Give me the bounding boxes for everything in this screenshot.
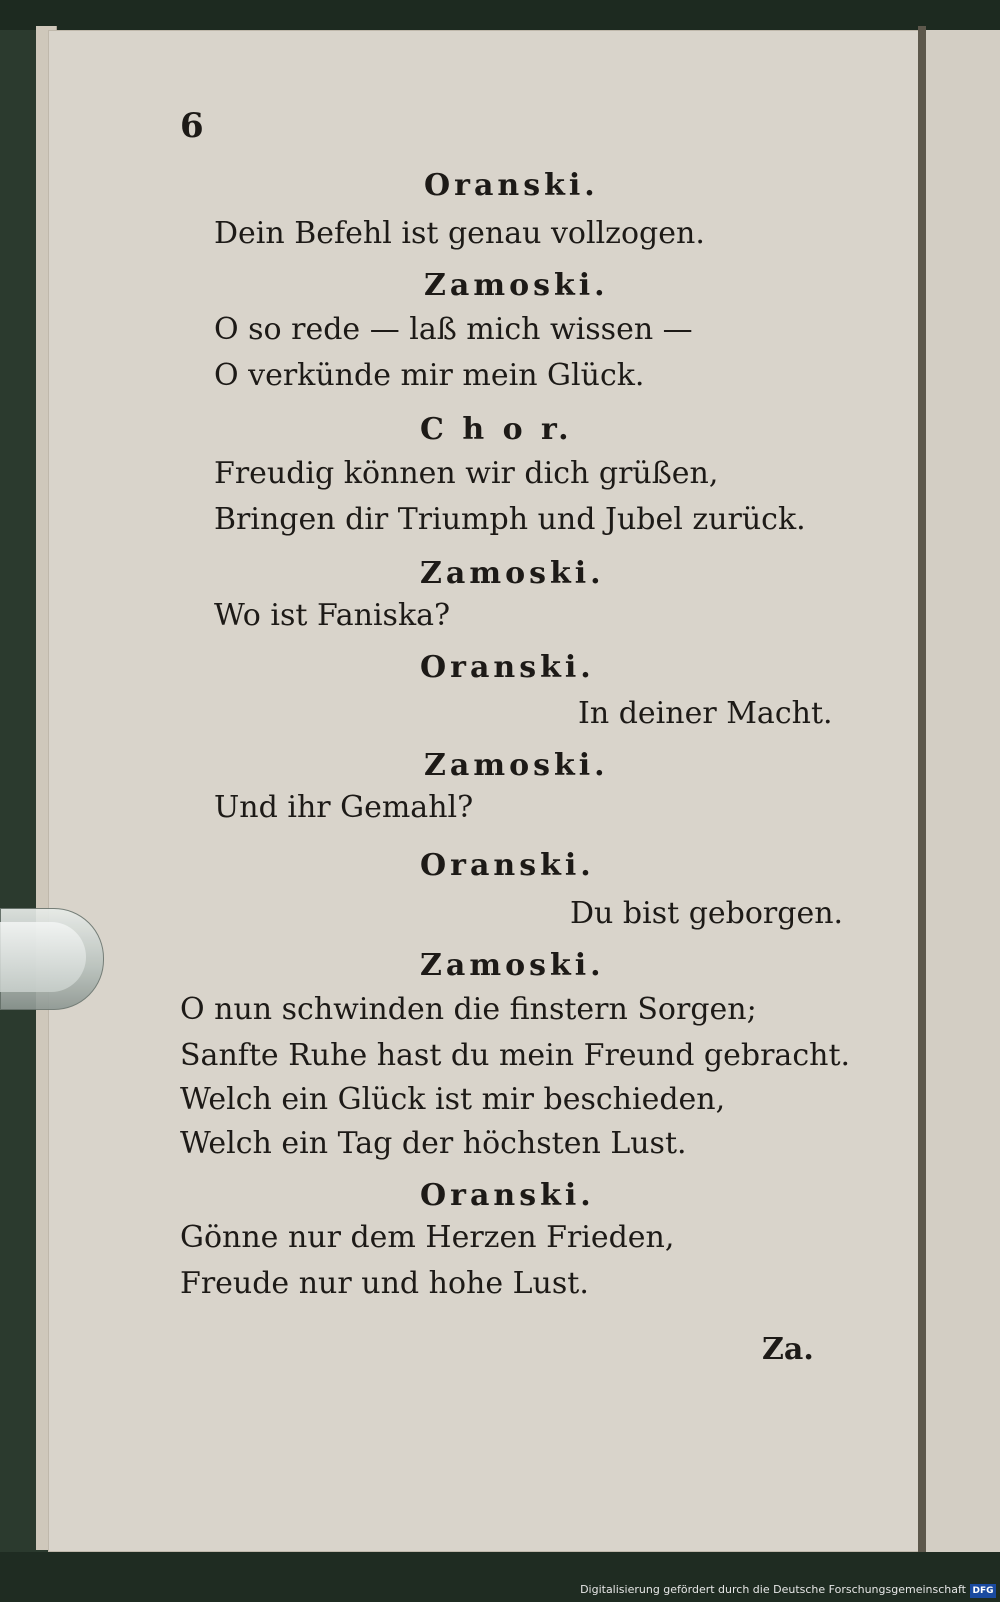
speaker-heading: Zamoski. [420,948,605,983]
verse-line: Wo ist Faniska? [214,598,451,633]
adjacent-page-edge [926,30,1000,1552]
speaker-heading: Oranski. [420,650,595,685]
verse-line: Welch ein Tag der höchsten Lust. [180,1126,687,1161]
verse-line: Welch ein Glück ist mir beschieden, [180,1082,726,1117]
verse-line: Du bist geborgen. [570,896,844,931]
scan-backdrop [0,0,1000,30]
verse-line: In deiner Macht. [578,696,833,731]
speaker-heading: Zamoski. [424,748,609,783]
book-spine-gutter [918,26,926,1556]
verse-line: Und ihr Gemahl? [214,790,474,825]
verse-line: Freude nur und hohe Lust. [180,1266,589,1301]
digitization-credit: Digitalisierung gefördert durch die Deutsche Forschungsgemeinschaft [580,1583,966,1596]
scan-footer [0,1552,1000,1602]
verse-line: O so rede — laß mich wissen — [214,312,693,347]
verse-line: Dein Befehl ist genau vollzogen. [214,216,705,251]
verse-line: Gönne nur dem Herzen Frieden, [180,1220,675,1255]
speaker-heading: Oranski. [420,848,595,883]
speaker-heading: C h o r. [420,412,573,447]
dfg-logo-icon: DFG [970,1584,996,1598]
verse-line: Sanfte Ruhe hast du mein Freund gebracht. [180,1038,851,1073]
speaker-heading: Oranski. [420,1178,595,1213]
book-page [48,30,922,1552]
page-holder-clip-highlight [0,922,86,992]
verse-line: O verkünde mir mein Glück. [214,358,645,393]
catchword: Za. [762,1332,814,1367]
verse-line: Freudig können wir dich grüßen, [214,456,719,491]
page-number: 6 [180,106,204,146]
speaker-heading: Zamoski. [420,556,605,591]
speaker-heading: Zamoski. [424,268,609,303]
speaker-heading: Oranski. [424,168,599,203]
verse-line: Bringen dir Triumph und Jubel zurück. [214,502,806,537]
verse-line: O nun schwinden die finstern Sorgen; [180,992,757,1027]
